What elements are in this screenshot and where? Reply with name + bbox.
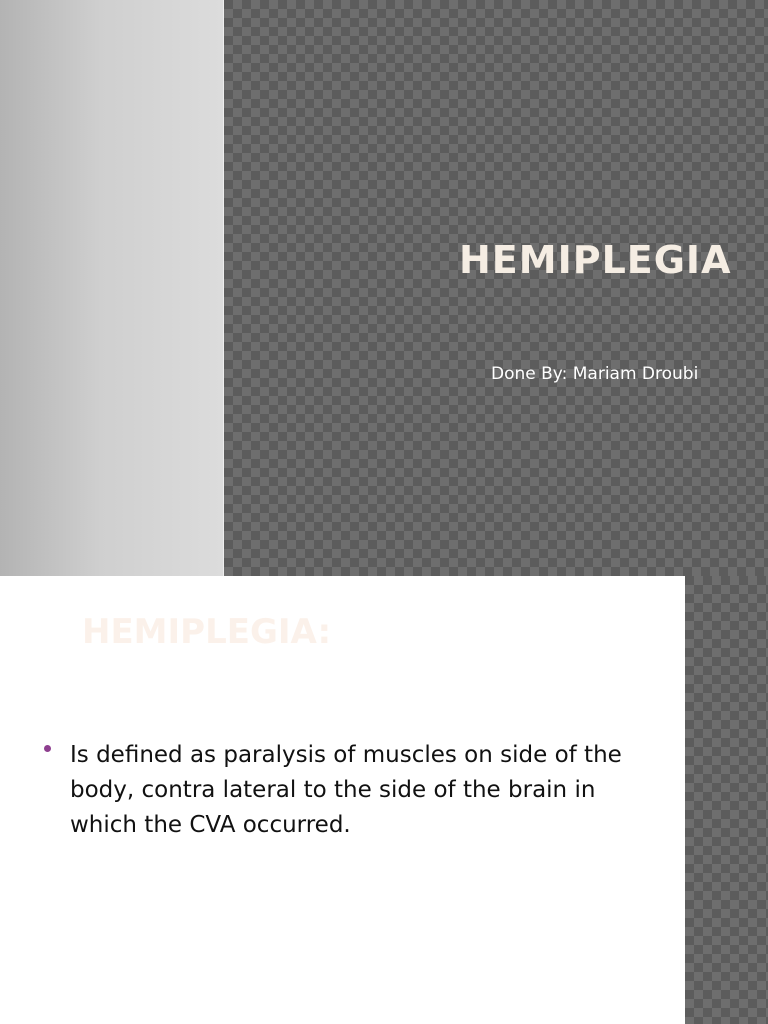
slide-subtitle: Done By: Mariam Droubi <box>491 364 699 384</box>
diamond-pattern-strip <box>685 576 768 1024</box>
list-item <box>44 738 664 843</box>
gradient-side-panel <box>0 0 224 576</box>
content-slide <box>0 576 768 1024</box>
bullet-dot-icon <box>44 745 51 752</box>
slide-title: HEMIPLEGIA <box>459 238 732 282</box>
bullet-list <box>44 738 664 843</box>
diamond-pattern-background <box>224 0 768 576</box>
bullet-text: Is defined as paralysis of muscles on side of the body, contra lateral to the side of the brain in which the CVA occurred. <box>70 742 622 838</box>
slide-heading: HEMIPLEGIA: <box>82 612 332 652</box>
